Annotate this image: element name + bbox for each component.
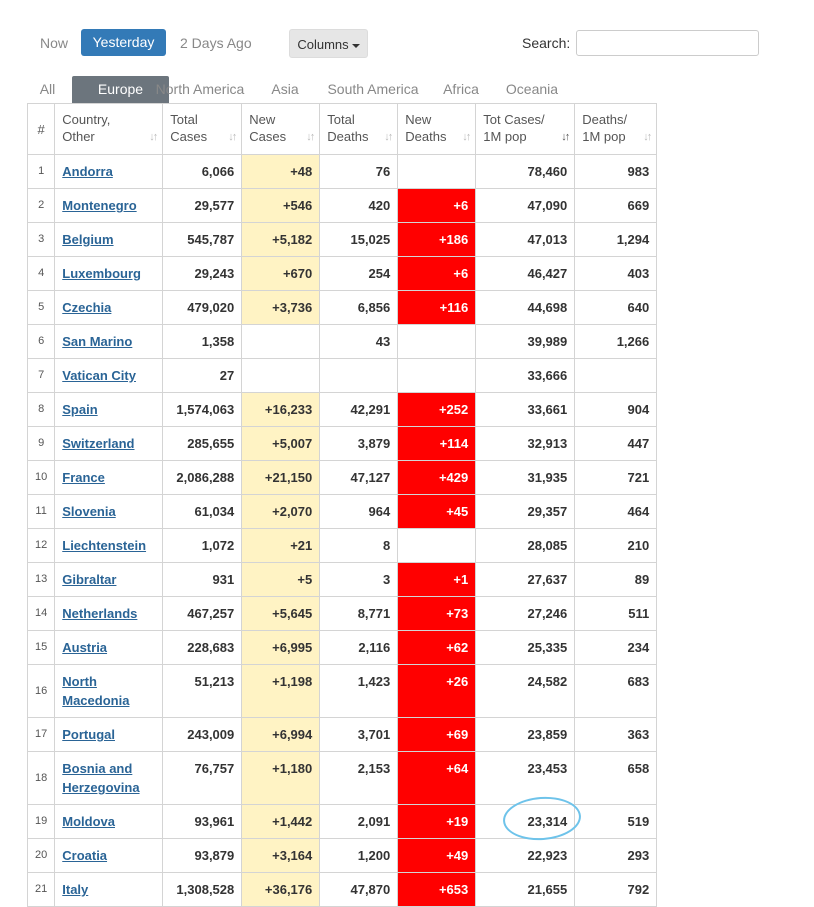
table-row	[28, 495, 657, 529]
total-cases-cell: 545,787	[163, 223, 242, 257]
deaths-1m-cell: 640	[575, 291, 657, 325]
tot-cases-1m-cell: 22,923	[476, 839, 575, 873]
table-row	[28, 393, 657, 427]
deaths-1m-cell: 1,294	[575, 223, 657, 257]
header-country[interactable]	[55, 104, 163, 155]
new-deaths-cell: +252	[398, 393, 476, 427]
total-cases-cell: 93,961	[163, 805, 242, 839]
total-deaths-cell: 964	[320, 495, 398, 529]
deaths-1m-cell: 683	[575, 665, 657, 718]
tot-cases-1m-cell: 28,085	[476, 529, 575, 563]
total-cases-cell: 1,072	[163, 529, 242, 563]
country-cell	[55, 529, 163, 563]
new-cases-cell: +546	[242, 189, 320, 223]
total-deaths-cell: 2,116	[320, 631, 398, 665]
total-cases-cell: 931	[163, 563, 242, 597]
row-number: 4	[28, 257, 55, 291]
tot-cases-1m-cell: 23,314	[476, 805, 575, 839]
row-number: 19	[28, 805, 55, 839]
total-deaths-cell: 8	[320, 529, 398, 563]
row-number: 16	[28, 665, 55, 718]
table-row	[28, 427, 657, 461]
total-deaths-cell: 254	[320, 257, 398, 291]
new-cases-cell: +5	[242, 563, 320, 597]
new-deaths-cell: +26	[398, 665, 476, 718]
country-cell	[55, 359, 163, 393]
row-number: 13	[28, 563, 55, 597]
country-link[interactable]: Liechtenstein	[62, 538, 147, 553]
row-number: 17	[28, 718, 55, 752]
header-new-deaths-line2: Deaths	[405, 129, 447, 144]
country-link[interactable]: Czechia	[62, 300, 112, 315]
deaths-1m-cell: 669	[575, 189, 657, 223]
header-total-deaths[interactable]	[320, 104, 398, 155]
country-link[interactable]: Austria	[62, 640, 108, 655]
total-cases-cell: 6,066	[163, 155, 242, 189]
country-link[interactable]: San Marino	[62, 334, 133, 349]
country-cell	[55, 291, 163, 325]
new-cases-cell: +3,736	[242, 291, 320, 325]
header-tot-cases-1m-line1: Tot Cases/	[483, 112, 545, 127]
deaths-1m-cell: 403	[575, 257, 657, 291]
total-cases-cell: 1,358	[163, 325, 242, 359]
total-deaths-cell: 43	[320, 325, 398, 359]
country-link[interactable]: Slovenia	[62, 504, 116, 519]
row-number: 6	[28, 325, 55, 359]
country-cell	[55, 427, 163, 461]
country-link[interactable]: Netherlands	[62, 606, 138, 621]
new-cases-cell: +21,150	[242, 461, 320, 495]
country-link[interactable]: Gibraltar	[62, 572, 117, 587]
tot-cases-1m-cell: 39,989	[476, 325, 575, 359]
new-cases-cell: +5,007	[242, 427, 320, 461]
table-row	[28, 257, 657, 291]
deaths-1m-cell: 293	[575, 839, 657, 873]
country-link[interactable]: Switzerland	[62, 436, 135, 451]
total-cases-cell: 467,257	[163, 597, 242, 631]
header-total-cases-line2: Cases	[170, 129, 208, 144]
total-deaths-cell: 1,423	[320, 665, 398, 718]
total-deaths-cell: 420	[320, 189, 398, 223]
tot-cases-1m-cell: 31,935	[476, 461, 575, 495]
deaths-1m-cell: 519	[575, 805, 657, 839]
table-row	[28, 291, 657, 325]
new-cases-cell: +3,164	[242, 839, 320, 873]
new-deaths-cell: +19	[398, 805, 476, 839]
total-deaths-cell: 42,291	[320, 393, 398, 427]
country-cell	[55, 752, 163, 805]
countries-table	[27, 103, 657, 907]
deaths-1m-cell: 658	[575, 752, 657, 805]
tab-africa[interactable]: Africa	[443, 81, 479, 97]
tot-cases-1m-cell: 33,666	[476, 359, 575, 393]
deaths-1m-cell: 983	[575, 155, 657, 189]
new-deaths-cell: +64	[398, 752, 476, 805]
new-deaths-cell: +116	[398, 291, 476, 325]
tot-cases-1m-cell: 25,335	[476, 631, 575, 665]
toolbar	[0, 0, 814, 80]
table-row	[28, 873, 657, 907]
header-new-cases-line2: Cases	[249, 129, 287, 144]
total-cases-cell: 243,009	[163, 718, 242, 752]
country-link[interactable]: Croatia	[62, 848, 108, 863]
header-new-cases[interactable]	[242, 104, 320, 155]
sort-icon: ↓↑	[228, 131, 236, 143]
total-deaths-cell: 2,091	[320, 805, 398, 839]
deaths-1m-cell: 363	[575, 718, 657, 752]
row-number: 8	[28, 393, 55, 427]
row-number: 11	[28, 495, 55, 529]
new-deaths-cell: +429	[398, 461, 476, 495]
total-cases-cell: 228,683	[163, 631, 242, 665]
tot-cases-1m-cell: 44,698	[476, 291, 575, 325]
total-deaths-cell: 47,127	[320, 461, 398, 495]
country-link[interactable]: Italy	[62, 882, 89, 897]
header-total-deaths-line1: Total	[327, 112, 355, 127]
new-cases-cell: +1,198	[242, 665, 320, 718]
tot-cases-1m-cell: 27,637	[476, 563, 575, 597]
total-cases-cell: 2,086,288	[163, 461, 242, 495]
tot-cases-1m-cell: 32,913	[476, 427, 575, 461]
country-cell	[55, 597, 163, 631]
deaths-1m-cell: 464	[575, 495, 657, 529]
header-deaths-1m-line1: Deaths/	[582, 112, 628, 127]
country-cell	[55, 718, 163, 752]
table-row	[28, 752, 657, 805]
tot-cases-1m-cell: 23,859	[476, 718, 575, 752]
total-deaths-cell: 76	[320, 155, 398, 189]
country-link[interactable]: Macedonia	[62, 693, 130, 708]
tot-cases-1m-cell: 21,655	[476, 873, 575, 907]
row-number: 2	[28, 189, 55, 223]
table-row	[28, 325, 657, 359]
row-number: 20	[28, 839, 55, 873]
country-link[interactable]: France	[62, 470, 105, 485]
new-cases-cell: +5,182	[242, 223, 320, 257]
sort-icon: ↓↑	[462, 131, 470, 143]
new-deaths-cell: +653	[398, 873, 476, 907]
yesterday-button[interactable]: Yesterday	[81, 29, 166, 56]
header-deaths-1m-line2: 1M pop	[582, 129, 626, 144]
header-total-deaths-line2: Deaths	[327, 129, 369, 144]
sort-icon: ↓↑	[384, 131, 392, 143]
total-cases-cell: 1,308,528	[163, 873, 242, 907]
tab-europe[interactable]: Europe	[72, 76, 169, 103]
tot-cases-1m-cell: 24,582	[476, 665, 575, 718]
tab-asia[interactable]: Asia	[271, 81, 299, 97]
new-deaths-cell: +114	[398, 427, 476, 461]
sort-desc-icon: ↓↑	[561, 131, 569, 143]
country-cell	[55, 805, 163, 839]
header-new-deaths-line1: New	[405, 112, 432, 127]
country-cell	[55, 223, 163, 257]
table-row	[28, 597, 657, 631]
new-deaths-cell: +186	[398, 223, 476, 257]
country-link[interactable]: Andorra	[62, 164, 113, 179]
tot-cases-1m-cell: 46,427	[476, 257, 575, 291]
new-cases-cell: +6,994	[242, 718, 320, 752]
header-country-line2: Other	[62, 129, 95, 144]
row-number: 18	[28, 752, 55, 805]
sort-icon: ↓↑	[643, 131, 651, 143]
tot-cases-1m-cell: 33,661	[476, 393, 575, 427]
new-deaths-cell	[398, 325, 476, 359]
country-cell	[55, 189, 163, 223]
new-deaths-cell: +45	[398, 495, 476, 529]
header-total-cases-line1: Total	[170, 112, 198, 127]
tot-cases-1m-cell: 47,090	[476, 189, 575, 223]
country-cell	[55, 325, 163, 359]
tot-cases-1m-cell: 29,357	[476, 495, 575, 529]
two-days-ago-button[interactable]: 2 Days Ago	[180, 35, 252, 51]
total-deaths-cell: 3,879	[320, 427, 398, 461]
country-cell	[55, 631, 163, 665]
total-cases-cell: 61,034	[163, 495, 242, 529]
sort-icon: ↓↑	[149, 131, 157, 143]
row-number: 3	[28, 223, 55, 257]
header-deaths-1m[interactable]	[575, 104, 657, 155]
country-link[interactable]: Herzegovina	[62, 780, 140, 795]
total-cases-cell: 29,577	[163, 189, 242, 223]
country-link[interactable]: Vatican City	[62, 368, 136, 383]
total-cases-cell: 479,020	[163, 291, 242, 325]
new-cases-cell: +1,180	[242, 752, 320, 805]
header-tot-cases-1m[interactable]	[476, 104, 575, 155]
country-link[interactable]: Bosnia and	[62, 761, 133, 776]
row-number: 15	[28, 631, 55, 665]
new-cases-cell: +2,070	[242, 495, 320, 529]
country-link[interactable]: Spain	[62, 402, 98, 417]
columns-label: Columns	[297, 37, 349, 52]
new-deaths-cell: +6	[398, 189, 476, 223]
total-cases-cell: 29,243	[163, 257, 242, 291]
row-number: 21	[28, 873, 55, 907]
deaths-1m-cell	[575, 359, 657, 393]
table-row	[28, 839, 657, 873]
table-row	[28, 718, 657, 752]
header-number: #	[28, 104, 55, 155]
country-cell	[55, 461, 163, 495]
total-cases-cell: 93,879	[163, 839, 242, 873]
new-cases-cell: +36,176	[242, 873, 320, 907]
table-row	[28, 189, 657, 223]
row-number: 10	[28, 461, 55, 495]
caret-down-icon	[352, 44, 360, 48]
country-cell	[55, 563, 163, 597]
total-deaths-cell: 8,771	[320, 597, 398, 631]
country-link[interactable]: Montenegro	[62, 198, 137, 213]
deaths-1m-cell: 210	[575, 529, 657, 563]
now-button[interactable]: Now	[40, 35, 69, 51]
row-number: 12	[28, 529, 55, 563]
new-cases-cell: +1,442	[242, 805, 320, 839]
new-cases-cell: +6,995	[242, 631, 320, 665]
header-new-cases-line1: New	[249, 112, 276, 127]
country-cell	[55, 873, 163, 907]
tab-all[interactable]: All	[39, 81, 56, 97]
table-row	[28, 631, 657, 665]
deaths-1m-cell: 447	[575, 427, 657, 461]
country-link[interactable]: North	[62, 674, 97, 689]
deaths-1m-cell: 89	[575, 563, 657, 597]
deaths-1m-cell: 1,266	[575, 325, 657, 359]
new-deaths-cell: +69	[398, 718, 476, 752]
tab-south-america[interactable]: South America	[327, 81, 419, 97]
new-cases-cell: +21	[242, 529, 320, 563]
new-deaths-cell: +73	[398, 597, 476, 631]
search-label: Search:	[522, 35, 571, 51]
new-deaths-cell	[398, 529, 476, 563]
deaths-1m-cell: 792	[575, 873, 657, 907]
total-deaths-cell: 2,153	[320, 752, 398, 805]
new-cases-cell: +670	[242, 257, 320, 291]
new-deaths-cell: +1	[398, 563, 476, 597]
deaths-1m-cell: 511	[575, 597, 657, 631]
total-cases-cell: 1,574,063	[163, 393, 242, 427]
country-cell	[55, 495, 163, 529]
total-cases-cell: 285,655	[163, 427, 242, 461]
new-cases-cell	[242, 325, 320, 359]
header-new-deaths[interactable]	[398, 104, 476, 155]
row-number: 14	[28, 597, 55, 631]
table-row	[28, 155, 657, 189]
country-cell	[55, 839, 163, 873]
new-cases-cell: +16,233	[242, 393, 320, 427]
deaths-1m-cell: 234	[575, 631, 657, 665]
country-link[interactable]: Belgium	[62, 232, 114, 247]
total-deaths-cell	[320, 359, 398, 393]
tot-cases-1m-cell: 23,453	[476, 752, 575, 805]
country-cell	[55, 665, 163, 718]
table-row	[28, 563, 657, 597]
total-deaths-cell: 15,025	[320, 223, 398, 257]
deaths-1m-cell: 904	[575, 393, 657, 427]
row-number: 5	[28, 291, 55, 325]
header-country-line1: Country,	[62, 112, 111, 127]
table-row	[28, 223, 657, 257]
header-tot-cases-1m-line2: 1M pop	[483, 129, 527, 144]
country-cell	[55, 155, 163, 189]
total-cases-cell: 51,213	[163, 665, 242, 718]
new-cases-cell	[242, 359, 320, 393]
new-deaths-cell	[398, 359, 476, 393]
total-cases-cell: 76,757	[163, 752, 242, 805]
table-row	[28, 461, 657, 495]
total-deaths-cell: 3	[320, 563, 398, 597]
tot-cases-1m-cell: 27,246	[476, 597, 575, 631]
tab-north-america[interactable]: North America	[155, 81, 245, 97]
row-number: 9	[28, 427, 55, 461]
new-deaths-cell: +62	[398, 631, 476, 665]
country-link[interactable]: Luxembourg	[62, 266, 141, 281]
new-cases-cell: +48	[242, 155, 320, 189]
new-deaths-cell: +49	[398, 839, 476, 873]
columns-dropdown-button[interactable]	[289, 29, 368, 58]
table-row	[28, 665, 657, 718]
table-row	[28, 359, 657, 393]
header-total-cases[interactable]	[163, 104, 242, 155]
deaths-1m-cell: 721	[575, 461, 657, 495]
table-header-row	[28, 104, 657, 155]
total-deaths-cell: 47,870	[320, 873, 398, 907]
total-cases-cell: 27	[163, 359, 242, 393]
table-body	[28, 155, 657, 907]
total-deaths-cell: 3,701	[320, 718, 398, 752]
new-deaths-cell	[398, 155, 476, 189]
total-deaths-cell: 6,856	[320, 291, 398, 325]
tab-oceania[interactable]: Oceania	[505, 81, 559, 97]
country-cell	[55, 393, 163, 427]
tot-cases-1m-cell: 47,013	[476, 223, 575, 257]
new-cases-cell: +5,645	[242, 597, 320, 631]
tot-cases-1m-cell: 78,460	[476, 155, 575, 189]
country-cell	[55, 257, 163, 291]
sort-icon: ↓↑	[306, 131, 314, 143]
row-number: 7	[28, 359, 55, 393]
total-deaths-cell: 1,200	[320, 839, 398, 873]
search-input[interactable]	[576, 30, 759, 56]
country-link[interactable]: Portugal	[62, 727, 115, 742]
table-row	[28, 529, 657, 563]
country-link[interactable]: Moldova	[62, 814, 115, 829]
row-number: 1	[28, 155, 55, 189]
new-deaths-cell: +6	[398, 257, 476, 291]
